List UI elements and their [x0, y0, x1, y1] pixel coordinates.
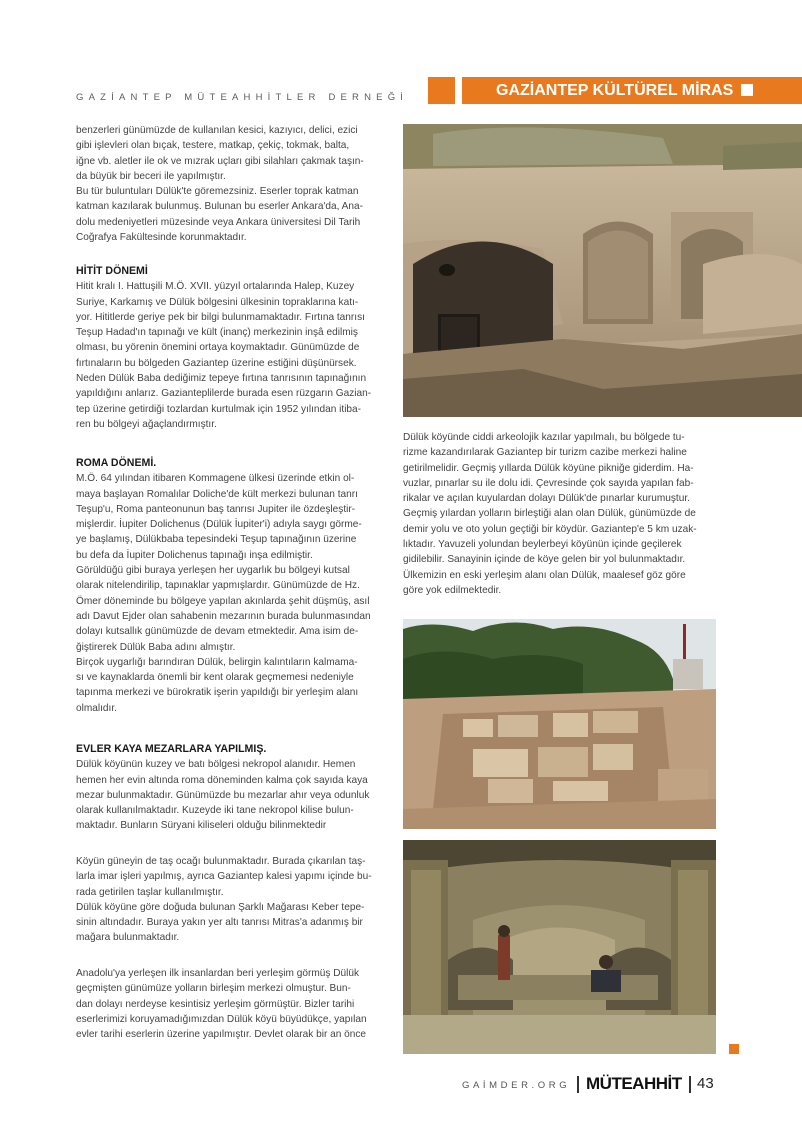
footer-separator: [577, 1076, 579, 1093]
roman-section: [76, 456, 388, 716]
excavation-paragraph: [403, 430, 715, 598]
text-line: sinin altındadır. Buraya yakın yer altı tanrısı Mitras'a adanmış bir: [76, 917, 363, 929]
footer-site: GAİMDER.ORG: [462, 1080, 571, 1091]
text-line: mezar bulunmaktadır. Günümüzde bu mezarlar ahır veya odunluk: [76, 789, 370, 801]
text-line: Neden Dülük Baba dediğimiz tepeye fırtına tanrısının tapınağının: [76, 373, 367, 385]
text-line: sı ve kaynaklarda önemli bir kent olarak geçmemesi nedeniyle: [76, 672, 354, 684]
text-line: Hitit kralı I. Hattuşili M.Ö. XVII. yüzyıl ortalarında Halep, Kuzey: [76, 281, 355, 293]
houses-section: [76, 742, 388, 834]
text-line: yapıldığını anlarız. Gazianteplilerde burada esen rüzgarın Gazian-: [76, 388, 372, 400]
text-line: benzerleri günümüzde de kullanılan kesici, kazıyıcı, delici, ezici: [76, 125, 358, 136]
text-line: dolayı kutsallık günümüzde de devam etmektedir. Ama isim de-: [76, 626, 359, 638]
text-line: Bu tür buluntuları Dülük'te göremezsiniz. Eserler toprak katman: [76, 186, 359, 198]
text-line: Görüldüğü gibi buraya yerleşen her uygarlık bu bölgeyi kutsal: [76, 565, 350, 577]
houses-heading: EVLER KAYA MEZARLARA YAPILMIŞ.: [76, 743, 267, 755]
text-line: iğne vb. aletler ile ok ve mızrak uçları gibi silahları çakmak taşın-: [76, 155, 364, 167]
text-line: ye başlamış, Dülükbaba tepesindeki Teşup tapınağının üzerine: [76, 534, 357, 546]
anatolia-paragraph: [76, 966, 388, 1042]
text-line: Anadolu'ya yerleşen ilk insanlardan beri yerleşim görmüş Dülük: [76, 968, 360, 979]
excavation-photo: [403, 619, 716, 829]
text-line: adı Davut Ejder olan sahabenin mezarının burada bulunmasından: [76, 610, 371, 622]
text-line: Köyün güneyin de taş ocağı bulunmaktadır. Burada çıkarılan taş-: [76, 856, 366, 867]
text-line: rikalar ve açılan kuyulardan dolayı Dülük'de pınarlar kurumuştur.: [403, 493, 690, 505]
footer-separator: [689, 1076, 691, 1093]
text-line: tep üzerine getirdiği tozlardan kurtulmak için 1952 yılından itiba-: [76, 403, 362, 415]
text-line: yor. Hititlerde geriye pek bir bilgi bulunmamaktadır. Fırtına tanrısı: [76, 311, 365, 323]
text-line: dan dolayı nerdeyse kesintisiz yerleşim görmüştür. Bizler tarihi: [76, 998, 355, 1010]
text-line: olarak kullanılmaktadır. Kuzeyde iki tane nekropol kilise bulun-: [76, 805, 354, 817]
text-line: katman kazılarak bulunmuş. Bulunan bu eserler Ankara'da, Ana-: [76, 201, 363, 213]
text-line: getirilmelidir. Geçmiş yıllarda Dülük köyüne pikniğe giderdim. Ha-: [403, 462, 694, 474]
text-line: larla imar işleri yapılmış, ayrıca Gaziantep kalesi yapımı içinde bu-: [76, 871, 372, 883]
quarry-paragraph: [76, 854, 388, 946]
text-line: evler tarihi eserlerin üzerine yapılmıştır. Devlet olarak bir an önce: [76, 1029, 367, 1041]
text-line: demir yolu ve oto yolun geçtiği bir köydür. Gaziantep'e 5 km uzak-: [403, 523, 697, 535]
text-line: vuzlar, pınarlar su ile dolu idi. Çevresinde çok sayıda yapılan fab-: [403, 477, 694, 489]
text-line: fırtınaların bu bölgeden Gaziantep üzerine estiğini düşünürsek.: [76, 357, 357, 369]
text-line: M.Ö. 64 yılından itibaren Kommagene ülkesi üzerinde etkin ol-: [76, 473, 355, 485]
text-line: Ömer döneminde bu bölgeye yapılan akınlarda şehit düşmüş, asıl: [76, 595, 370, 607]
footer-magazine-logo: MÜTEAHHİT: [586, 1074, 682, 1093]
text-line: Suriye, Karkamış ve Dülük bölgesini ülkesinin topraklarına katı-: [76, 296, 359, 308]
text-line: Coğrafya Fakültesinde korunmaktadır.: [76, 232, 247, 244]
page-number: 43: [697, 1075, 714, 1092]
text-line: Dülük köyünün kuzey ve batı bölgesi nekropol alanıdır. Hemen: [76, 759, 356, 771]
text-line: mişlerdir. İupiter Dolichenus (Dülük İupiter'i) adıyla saygı görme-: [76, 519, 362, 531]
text-line: göre yok edilmektedir.: [403, 584, 502, 596]
hittite-section: [76, 264, 388, 432]
end-mark-square: [729, 1044, 739, 1054]
text-line: olmalıdır.: [76, 702, 117, 714]
text-line: ren bu bölgeyi ağaçlandırmıştır.: [76, 418, 217, 430]
association-name: GAZİANTEP MÜTEAHHİTLER DERNEĞİ: [76, 92, 409, 103]
text-line: Dülük köyüne göre doğuda bulunan Şarklı Mağarası Keber tepe-: [76, 901, 365, 913]
header-accent-square: [428, 77, 455, 104]
cave-interior-photo: [403, 840, 716, 1054]
text-line: rizme kazandırılarak Gaziantep bir turizm cazibe merkezi haline: [403, 447, 687, 459]
hittite-text: [76, 279, 388, 432]
text-line: gibi işlevleri olan bıçak, testere, matkap, çekiç, tokmak, balta,: [76, 140, 350, 152]
text-line: Ülkemizin en eski yerleşim alanı olan Dülük, maalesef göz göre: [403, 569, 686, 581]
text-line: eserlerimizi koruyamadığımızdan Dülük köyü büyüdükçe, yapılan: [76, 1013, 367, 1025]
text-line: Geçmiş yılardan yolların birleştiği alan olan Dülük, günümüzde de: [403, 508, 696, 520]
text-line: geçmişten günümüze yolların birleşim merkezi olmuştur. Bun-: [76, 983, 351, 995]
houses-text: [76, 757, 388, 833]
section-banner: [462, 77, 802, 104]
hittite-heading: HİTİT DÖNEMİ: [76, 265, 148, 277]
text-line: rada getirilen taşlar kullanılmıştır.: [76, 886, 224, 898]
text-line: hemen her evin altında roma döneminden kalma çok sayıda kaya: [76, 774, 368, 786]
roman-text: [76, 471, 388, 716]
intro-paragraph: [76, 123, 388, 245]
text-line: da büyük bir beceri ile yapılmıştır.: [76, 170, 226, 182]
text-line: olması, bu yörenin önemini ortaya koymaktadır. Günümüzde de: [76, 342, 360, 354]
text-line: mağara bulunmaktadır.: [76, 932, 180, 944]
text-line: Teşup'u, Roma panteonunun baş tanrısı Jupiter ile özdeşleştir-: [76, 503, 356, 515]
rock-tombs-photo: [403, 124, 802, 417]
text-line: maya başlayan Romalılar Doliche'de kült merkezi bulunan tanrı: [76, 488, 358, 500]
text-line: gidilebilir. Sanayinin içinde de köye gelen bir yol bulunmaktadır.: [403, 554, 686, 566]
text-line: dolu medeniyetleri müzesinde veya Ankara üniversitesi Dil Tarih: [76, 216, 361, 228]
text-line: olarak nitelendirilip, tapınaklar yapmışlardır. Günümüzde de Hz.: [76, 580, 360, 592]
text-line: lıktadır. Yavuzeli yolundan beylerbeyi köyünün içinde geçilerek: [403, 539, 682, 551]
text-line: Teşup Hadad'ın tapınağı ve kült (inanç) merkezinin inşâ edilmiş: [76, 327, 358, 339]
section-title: GAZİANTEP KÜLTÜREL MİRAS: [496, 82, 734, 99]
text-line: ğiştirerek Dülük Baba adını almıştır.: [76, 641, 236, 653]
text-line: maktadır. Bunların Süryani kiliseleri olduğu bilinmektedir: [76, 820, 327, 832]
banner-square-icon: [741, 84, 753, 96]
text-line: tapınma merkezi ve bürokratik işerin yapıldığı bir yerleşim alanı: [76, 687, 359, 699]
text-line: Birçok uygarlığı barındıran Dülük, belirgin kalıntıların kalmama-: [76, 656, 358, 668]
roman-heading: ROMA DÖNEMİ.: [76, 457, 157, 469]
text-line: Dülük köyünde ciddi arkeolojik kazılar yapılmalı, bu bölgede tu-: [403, 432, 685, 443]
text-line: bu defa da İupiter Dolichenus tapınağı inşa edilmiştir.: [76, 549, 313, 561]
